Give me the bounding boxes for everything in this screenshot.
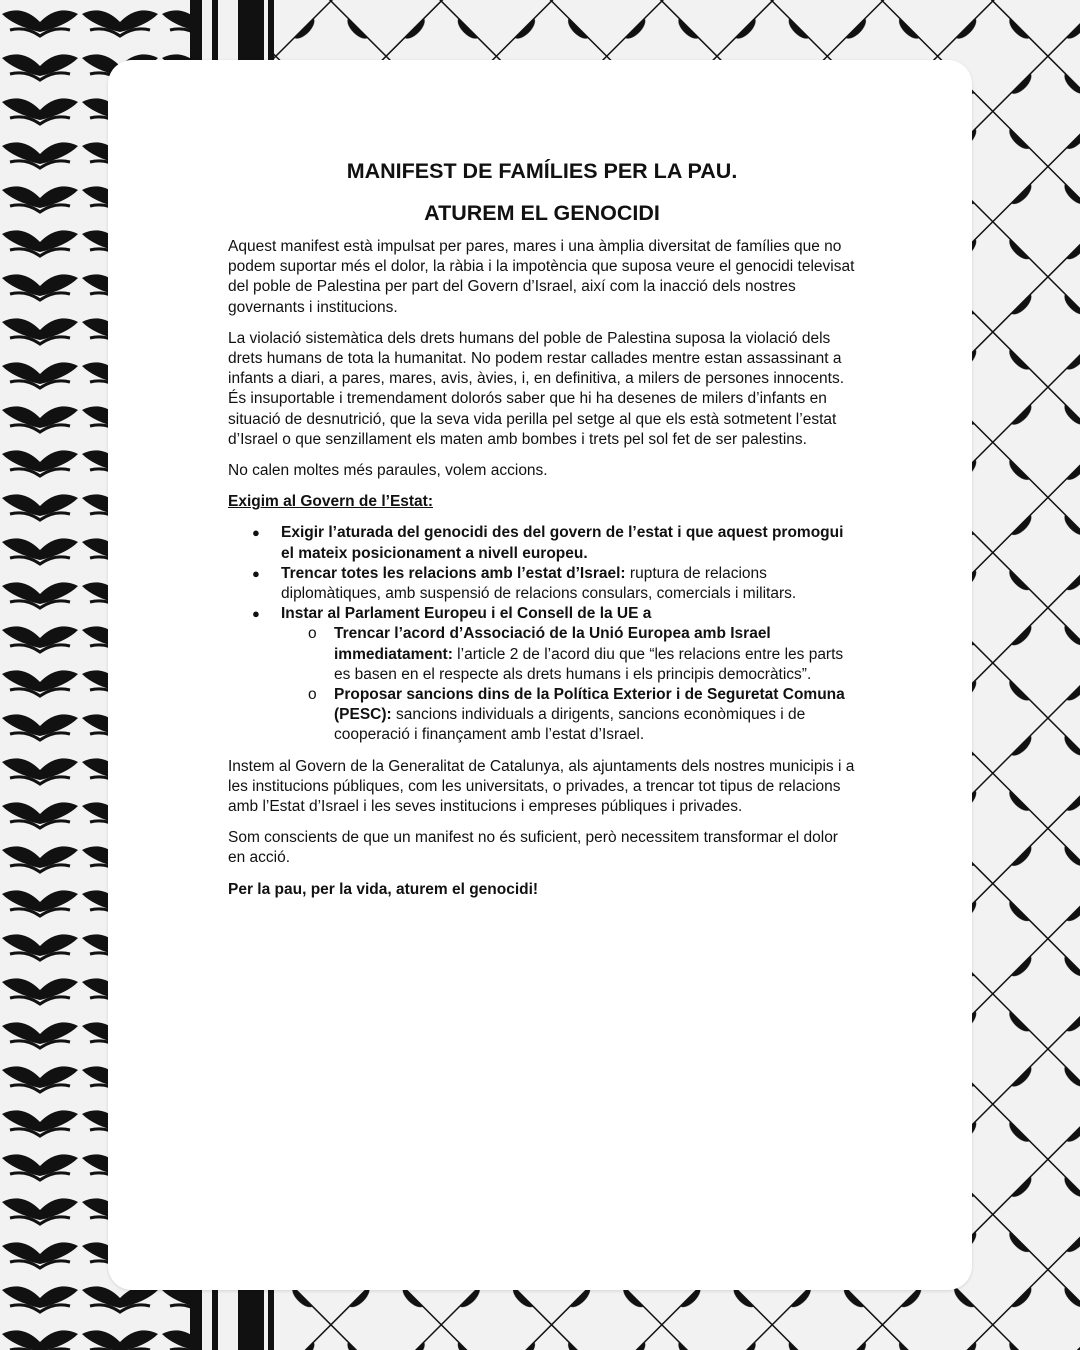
manifesto-title: MANIFEST DE FAMÍLIES PER LA PAU. bbox=[346, 159, 738, 183]
sub-demand-bold: Proposar sancions dins de la Política Exterior i de Seguretat Comuna (PESC): bbox=[334, 686, 845, 724]
violation-paragraph: La violació sistemàtica dels drets humans del poble de Palestina suposa la violació dels drets humans de tota la humanitat. No podem restar callades mentre estan assassinant a infants a diari, a pares, mares, avis, àvies, i, en definitiva, a milers de persones innocents. És insuportable i tremendament dolorós saber que hi ha desenes de milers d’infants en situació de desnutrició, que la seva vida perilla pel setge al que els està sotmetent l’estat d’Israel o que senzillament els maten amb bombes i trets pel sol fet de ser palestins. bbox=[228, 329, 844, 448]
intro-paragraph: Aquest manifest està impulsat per pares, mares i una àmplia diversitat de famílies que no podem suportar més el dolor, la ràbia i la impotència que suposa veure el genocidi televisat del poble de Palestina per part del Govern d’Israel, així com la inacció dels nostres governants i institucions. bbox=[228, 238, 855, 316]
sub-demand-text: l’article 2 de l’acord diu que “les relacions entre les parts es basen en el respecte als drets humans i els principis democràtics”. bbox=[334, 645, 844, 683]
manifesto-content bbox=[228, 157, 856, 911]
sub-demand-item bbox=[281, 685, 856, 746]
sub-demand-text: sancions individuals a dirigents, sancions econòmiques i de cooperació i finançament amb l’estat d’Israel. bbox=[334, 706, 806, 744]
demand-bold: Instar al Parlament Europeu i el Consell de la UE a bbox=[281, 605, 652, 623]
demand-bold: Exigir l’aturada del genocidi des del govern de l’estat i que aquest promogui el mateix posicionament a nivell europeu. bbox=[281, 524, 844, 562]
conscience-paragraph: Som conscients de que un manifest no és suficient, però necessitem transformar el dolor en acció. bbox=[228, 829, 838, 867]
demand-item bbox=[228, 604, 856, 745]
actions-paragraph: No calen moltes més paraules, volem accions. bbox=[228, 462, 548, 480]
demands-heading: Exigim al Govern de l’Estat: bbox=[228, 493, 434, 511]
sub-demands-list bbox=[281, 624, 856, 745]
sub-demand-bold: Trencar l’acord d’Associació de la Unió Europea amb Israel immediatament: bbox=[334, 625, 771, 663]
demand-text: ruptura de relacions diplomàtiques, amb suspensió de relacions consulars, comercials i militars. bbox=[281, 564, 797, 603]
manifesto-subtitle: ATUREM EL GENOCIDI bbox=[424, 201, 660, 225]
demand-bold: Trencar totes les relacions amb l’estat d’Israel: bbox=[281, 564, 626, 582]
closing-slogan: Per la pau, per la vida, aturem el genocidi! bbox=[228, 880, 539, 898]
manifesto-paper bbox=[108, 60, 972, 1290]
demands-list bbox=[228, 523, 856, 745]
demand-item bbox=[228, 564, 856, 604]
demand-item bbox=[228, 523, 856, 563]
sub-demand-item bbox=[281, 624, 856, 685]
generalitat-paragraph: Instem al Govern de la Generalitat de Catalunya, als ajuntaments dels nostres municipis i a les institucions públiques, com les universitats, o privades, a trencar tot tipus de relacions amb l’Estat d’Israel i les seves institucions i empreses públiques i privades. bbox=[228, 757, 855, 816]
